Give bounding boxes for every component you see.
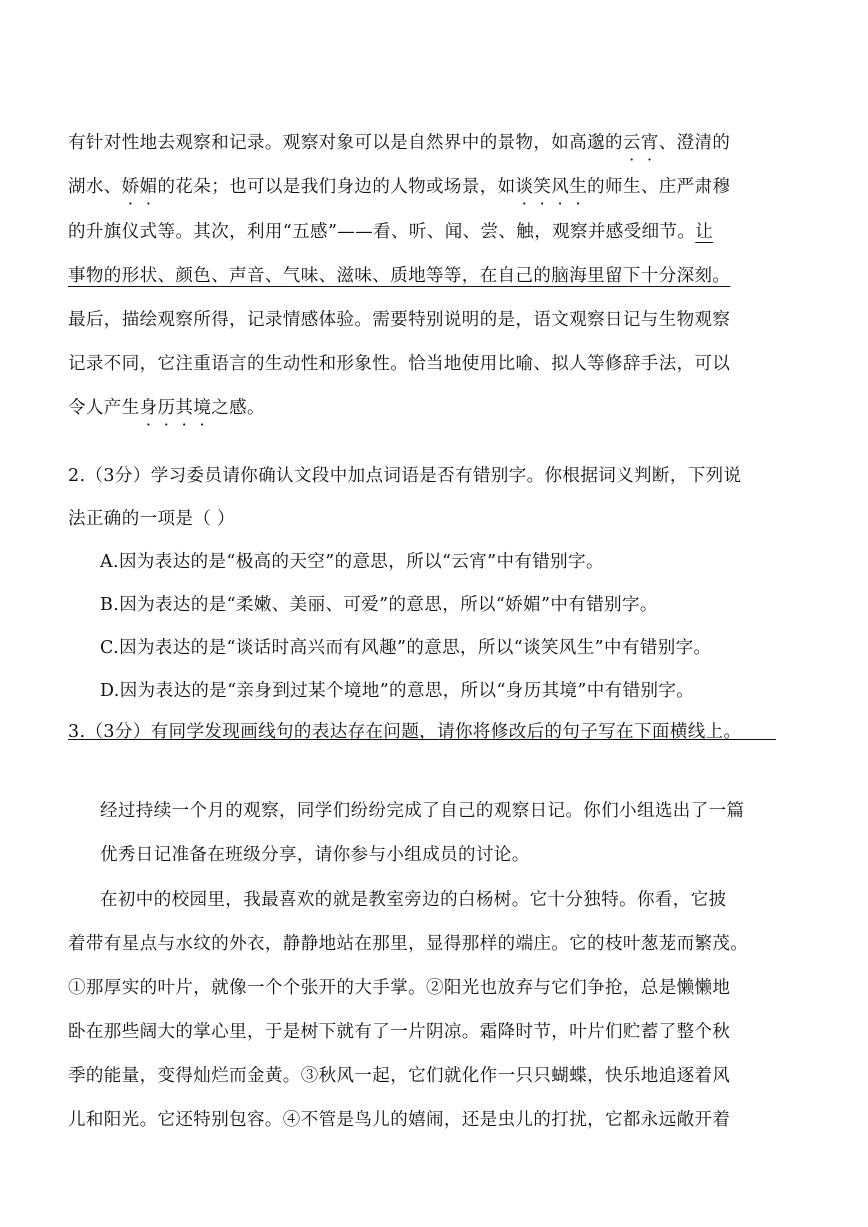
question-3-stem: 3.（3分）有同学发现画线句的表达存在问题，请你将修改后的句子写在下面横线上。 bbox=[68, 722, 742, 742]
dotted-word-yunxiao bbox=[623, 133, 659, 153]
intro-line-1: 经过持续一个月的观察，同学们纷纷完成了自己的观察日记。你们小组选出了一篇 bbox=[100, 801, 745, 821]
underlined-sentence: 事物的形状、颜色、声音、气味、滋味、质地等等，在自己的脑海里留下十分深刻。 bbox=[68, 266, 731, 286]
option-b[interactable]: B.因为表达的是“柔嫩、美丽、可爱”的意思，所以“娇媚”中有错别字。 bbox=[100, 595, 658, 615]
passage-line-6: 记录不同，它注重语言的生动性和形象性。恰当地使用比喻、拟人等修辞手法，可以 bbox=[68, 354, 731, 374]
underlined-sentence-start: 让 bbox=[695, 222, 714, 242]
text: 湖水、 bbox=[68, 177, 122, 197]
question-2-stem-1: 2.（3分）学习委员请你确认文段中加点词语是否有错别字。你根据词义判断，下列说 bbox=[68, 466, 742, 486]
text: 之感。 bbox=[211, 398, 265, 418]
passage-line-7 bbox=[68, 396, 265, 420]
text: 、澄清的 bbox=[658, 133, 731, 153]
text: 有针对性地去观察和记录。观察对象可以是自然界中的景物，如高邈的 bbox=[68, 133, 623, 153]
diary-line-5: 季的能量，变得灿烂而金黄。③秋风一起，它们就化作一只只蝴蝶，快乐地追逐着风 bbox=[68, 1066, 731, 1086]
passage-line-5: 最后，描绘观察所得，记录情感体验。需要特别说明的是，语文观察日记与生物观察 bbox=[68, 310, 731, 330]
dotted-text: 云宵 bbox=[622, 133, 659, 153]
question-2-stem-2: 法正确的一项是（ ） bbox=[68, 509, 236, 529]
option-c[interactable]: C.因为表达的是“谈话时高兴而有风趣”的意思，所以“谈笑风生”中有错别字。 bbox=[100, 638, 712, 658]
answer-line[interactable] bbox=[68, 739, 776, 740]
passage-line-2 bbox=[68, 175, 730, 199]
dotted-word-shenliqijing: 身历其境 bbox=[139, 398, 212, 418]
text: 的升旗仪式等。其次，利用“五感”——看、听、闻、尝、触，观察并感受细节。 bbox=[68, 222, 696, 242]
dotted-word-tanxiaofengsheng: 谈笑风生 bbox=[515, 177, 588, 197]
diary-line-4: 卧在那些阔大的掌心里，于是树下就有了一片阴凉。霜降时节，叶片们贮蓄了整个秋 bbox=[68, 1022, 731, 1042]
text: 令人产生 bbox=[68, 398, 140, 418]
passage-line-4 bbox=[68, 264, 730, 288]
text: 的花朵；也可以是我们身边的人物或场景，如 bbox=[157, 177, 516, 197]
option-a[interactable]: A.因为表达的是“极高的天空”的意思，所以“云宵”中有错别字。 bbox=[100, 552, 604, 572]
passage-line-1 bbox=[68, 131, 730, 155]
passage-line-3 bbox=[68, 220, 713, 244]
diary-line-1: 在初中的校园里，我最喜欢的就是教室旁边的白杨树。它十分独特。你看，它披 bbox=[100, 890, 727, 910]
intro-line-2: 优秀日记准备在班级分享，请你参与小组成员的讨论。 bbox=[100, 845, 530, 865]
diary-line-3: ①那厚实的叶片，就像一个个张开的大手掌。②阳光也放弃与它们争抢，总是懒懒地 bbox=[68, 978, 731, 998]
diary-line-2: 着带有星点与水纹的外衣，静静地站在那里，显得那样的端庄。它的枝叶葱茏而繁茂。 bbox=[68, 934, 749, 954]
diary-line-6: 儿和阳光。它还特别包容。④不管是鸟儿的嬉闹，还是虫儿的打扰，它都永远敞开着 bbox=[68, 1110, 731, 1130]
option-d[interactable]: D.因为表达的是“亲身到过某个境地”的意思，所以“身历其境”中有错别字。 bbox=[100, 681, 695, 701]
text: 的师生、庄严肃穆 bbox=[587, 177, 731, 197]
dotted-word-jiaomei: 娇媚 bbox=[121, 177, 158, 197]
